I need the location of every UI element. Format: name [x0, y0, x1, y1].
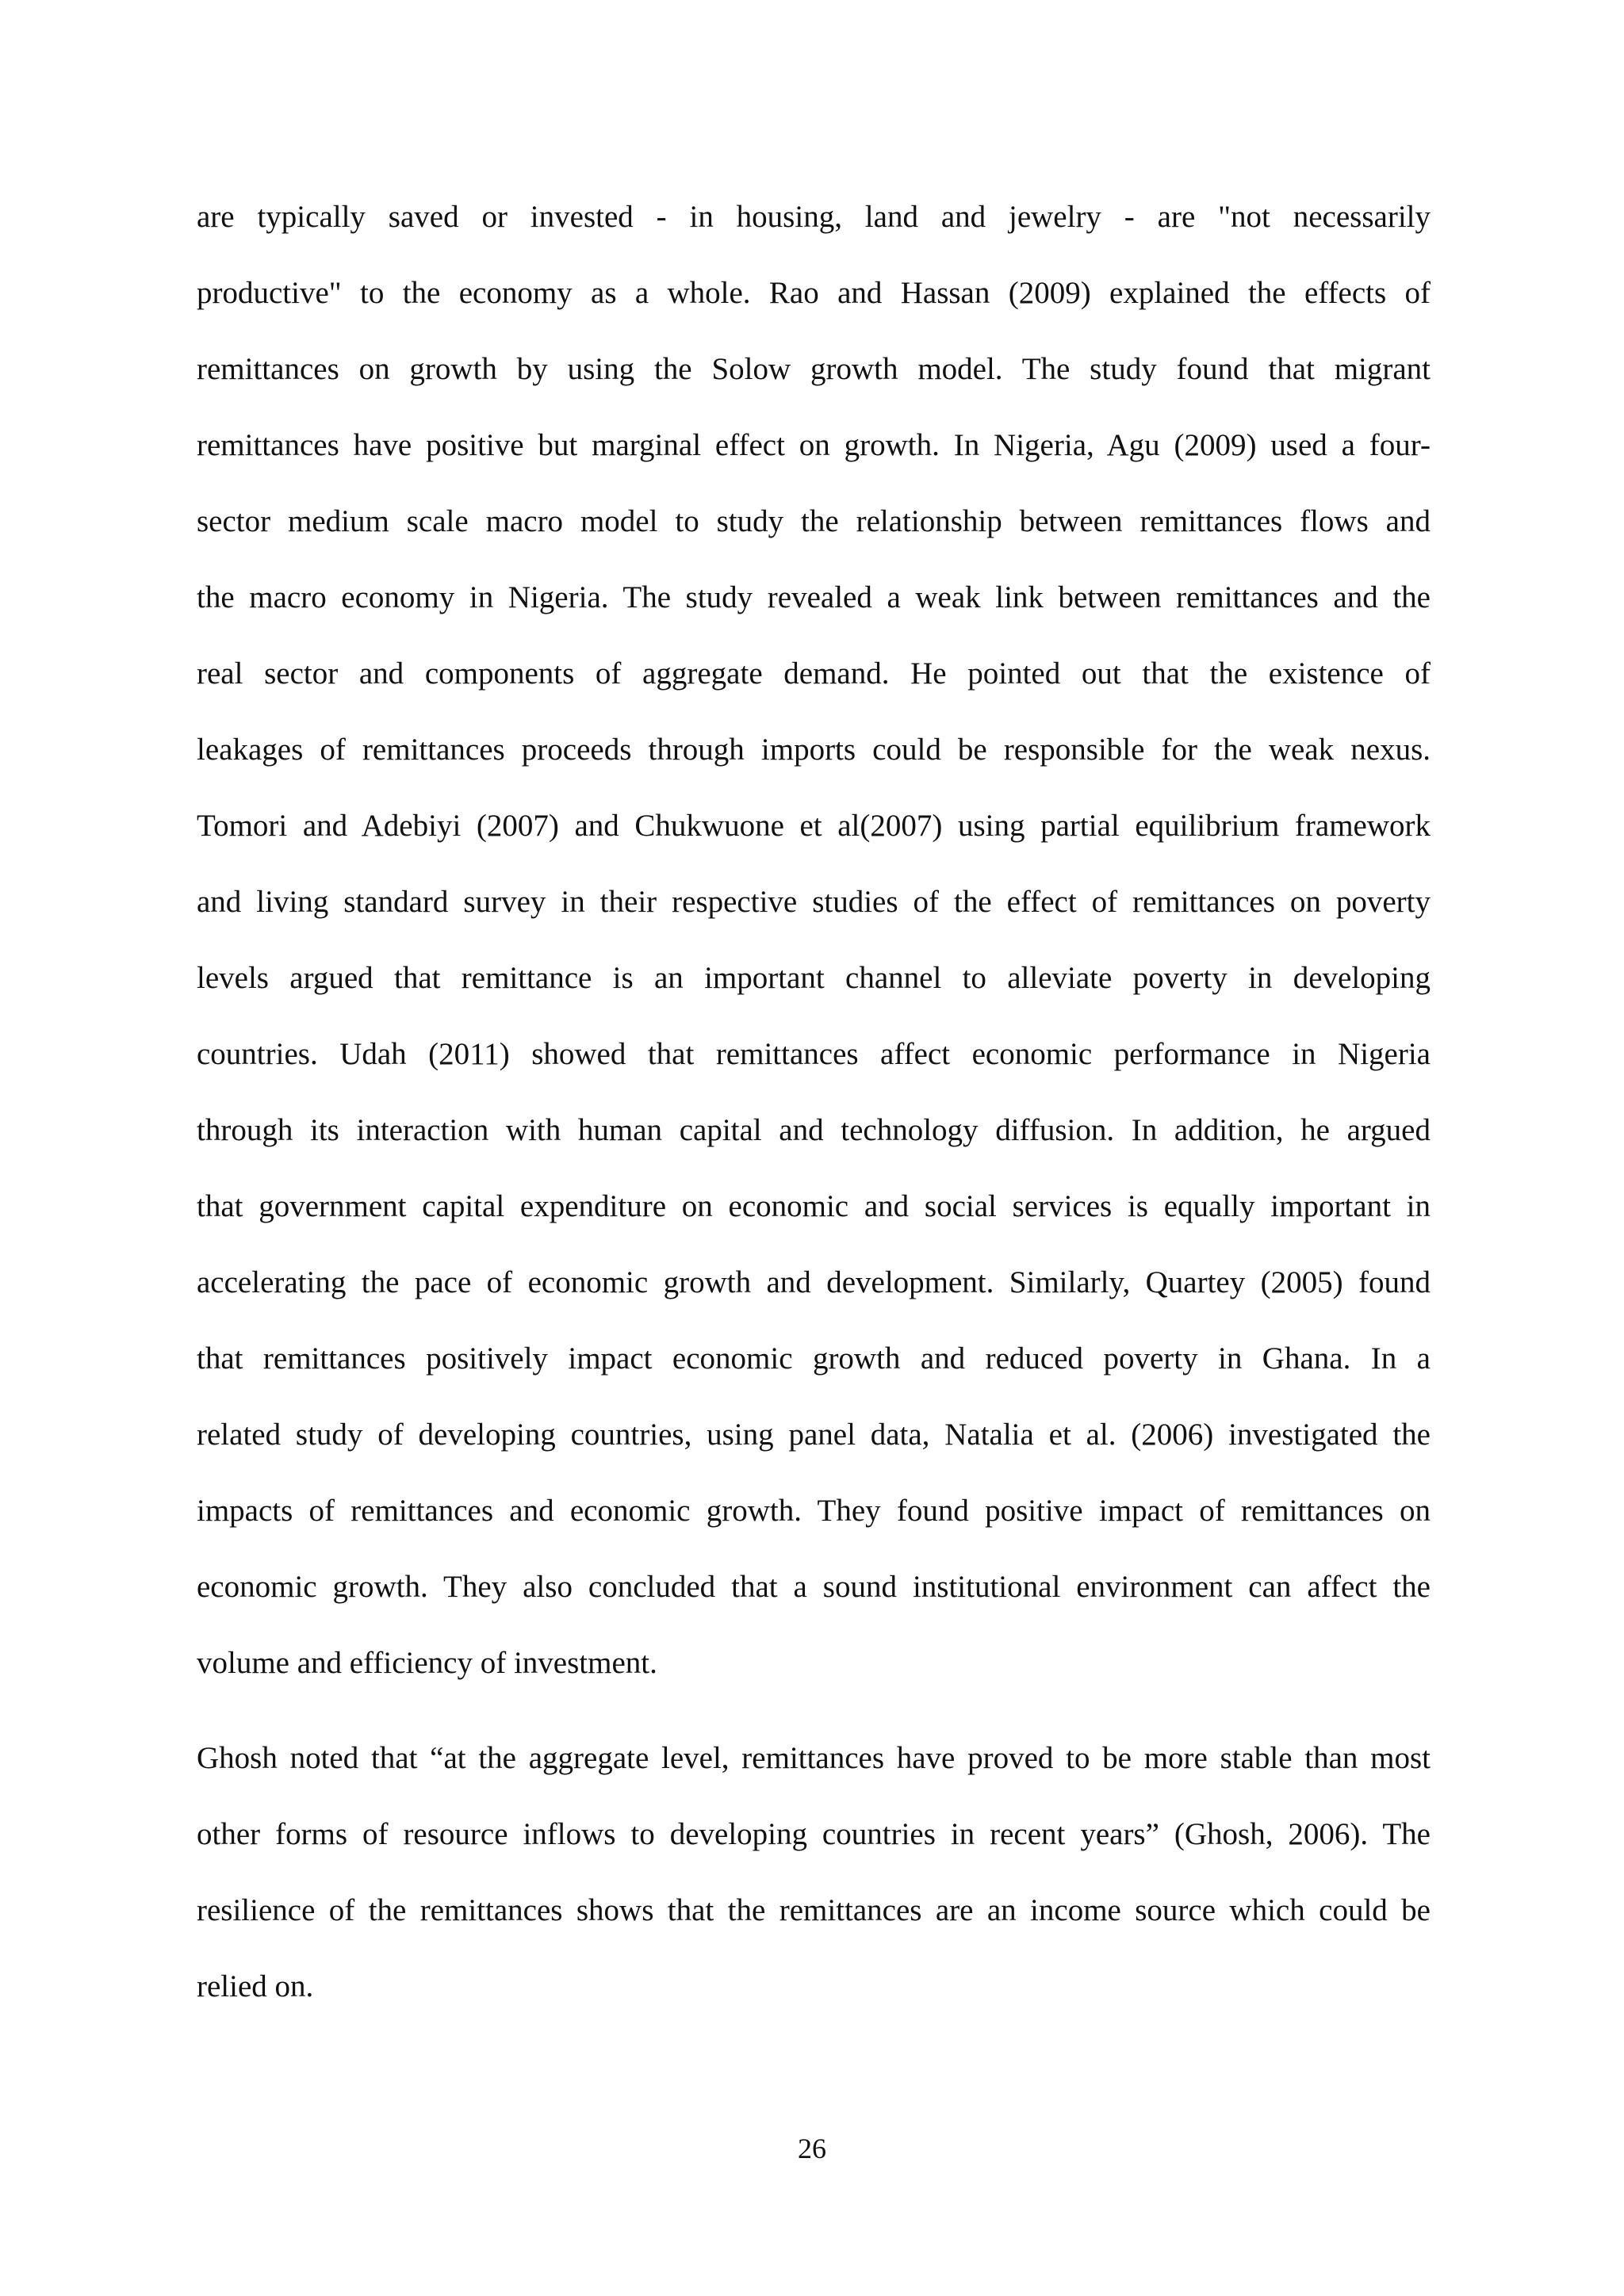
paragraph-1-line: countries. Udah (2011) showed that remittances affect economic performance in Nigeria [197, 1037, 1431, 1071]
paragraph-1-line: levels argued that remittance is an important channel to alleviate poverty in developing [197, 961, 1431, 995]
paragraph-1-line: and living standard survey in their respective studies of the effect of remittances on poverty [197, 885, 1431, 919]
paragraph-1-line: impacts of remittances and economic growth. They found positive impact of remittances on [197, 1494, 1431, 1528]
paragraph-1-line: remittances on growth by using the Solow growth model. The study found that migrant [197, 352, 1431, 386]
paragraph-1-line: the macro economy in Nigeria. The study revealed a weak link between remittances and the [197, 580, 1431, 614]
paragraph-1-line: volume and efficiency of investment. [197, 1646, 657, 1680]
paragraph-1-line: remittances have positive but marginal effect on growth. In Nigeria, Agu (2009) used a four- [197, 428, 1431, 462]
paragraph-1-line: productive" to the economy as a whole. Rao and Hassan (2009) explained the effects of [197, 276, 1431, 310]
paragraph-1-line: leakages of remittances proceeds through imports could be responsible for the weak nexus. [197, 733, 1431, 767]
paragraph-1-line: real sector and components of aggregate demand. He pointed out that the existence of [197, 656, 1431, 691]
paragraph-2-line: resilience of the remittances shows that the remittances are an income source which could be [197, 1893, 1431, 1927]
paragraph-1-line: through its interaction with human capital and technology diffusion. In addition, he argued [197, 1113, 1431, 1147]
paragraph-2-line: other forms of resource inflows to developing countries in recent years” (Ghosh, 2006). The [197, 1817, 1431, 1851]
paragraph-1-line: accelerating the pace of economic growth and development. Similarly, Quartey (2005) found [197, 1265, 1431, 1299]
paragraph-2-line: Ghosh noted that “at the aggregate level, remittances have proved to be more stable than most [197, 1741, 1431, 1775]
paragraph-1-line: sector medium scale macro model to study the relationship between remittances flows and [197, 504, 1431, 538]
paragraph-1-line: related study of developing countries, using panel data, Natalia et al. (2006) investigated the [197, 1418, 1431, 1452]
paragraph-2-line: relied on. [197, 1969, 314, 2003]
page-number: 26 [798, 2133, 826, 2164]
paragraph-1-line: that government capital expenditure on economic and social services is equally important in [197, 1189, 1431, 1223]
paragraph-1-line: Tomori and Adebiyi (2007) and Chukwuone et al(2007) using partial equilibrium framework [197, 809, 1431, 843]
paragraph-1-line: economic growth. They also concluded that a sound institutional environment can affect the [197, 1570, 1431, 1604]
paragraph-1-line: are typically saved or invested - in housing, land and jewelry - are "not necessarily [197, 200, 1431, 234]
paragraph-1-line: that remittances positively impact economic growth and reduced poverty in Ghana. In a [197, 1341, 1431, 1376]
